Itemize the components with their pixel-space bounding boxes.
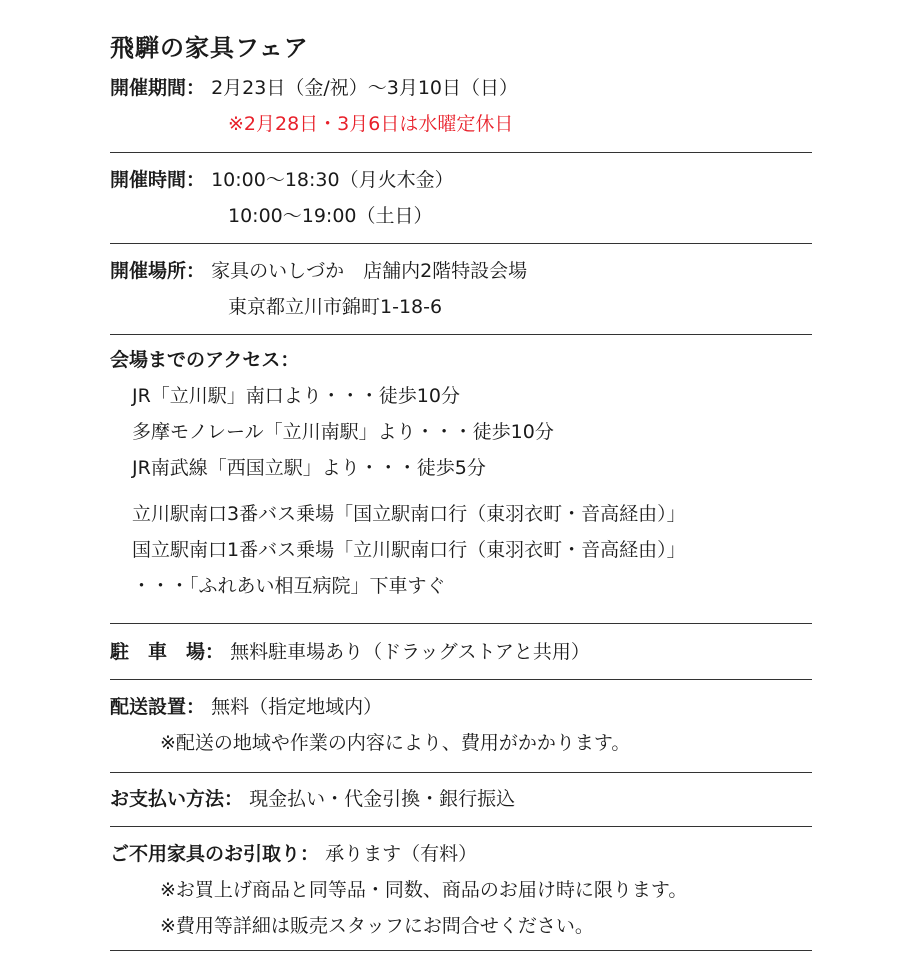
- payment-value: 現金払い・代金引換・銀行振込: [249, 788, 516, 810]
- hours-line2: 10:00～19:00（土日）: [228, 205, 433, 227]
- section-period: [110, 70, 810, 142]
- pickup-note: ※費用等詳細は販売スタッフにお問合せください。: [160, 915, 594, 937]
- access-bus-item: ・・・「ふれあい相互病院」下車すぐ: [132, 575, 446, 597]
- access-bus-item: 立川駅南口3番バス乗場「国立駅南口行（東羽衣町・音高経由）」: [132, 503, 686, 525]
- section-parking: [110, 634, 810, 670]
- section-pickup: [110, 836, 810, 944]
- access-label: 会場までのアクセス：: [110, 349, 300, 371]
- divider: [110, 826, 812, 827]
- pickup-label: ご不用家具のお引取り：: [110, 843, 320, 865]
- page-title: 飛騨の家具フェア: [110, 34, 309, 62]
- pickup-value: 承ります（有料）: [325, 843, 478, 865]
- delivery-note: ※配送の地域や作業の内容により、費用がかかります。: [160, 732, 631, 754]
- venue-address: 東京都立川市錦町1-18-6: [228, 296, 443, 318]
- section-delivery: [110, 689, 810, 761]
- parking-value: 無料駐車場あり（ドラッグストアと共用）: [230, 641, 590, 663]
- section-payment: [110, 781, 810, 817]
- access-train-item: 多摩モノレール「立川南駅」より・・・徒歩10分: [132, 421, 554, 443]
- hours-line1: 10:00～18:30（月火木金）: [211, 169, 454, 191]
- period-value: 2月23日（金/祝）～3月10日（日）: [211, 77, 518, 99]
- access-bus-item: 国立駅南口1番バス乗場「立川駅南口行（東羽衣町・音高経由）」: [132, 539, 686, 561]
- parking-label: 駐 車 場：: [110, 641, 225, 663]
- period-note: ※2月28日・3月6日は水曜定休日: [228, 113, 514, 135]
- section-access: [110, 342, 810, 604]
- divider: [110, 243, 812, 244]
- delivery-label: 配送設置：: [110, 696, 206, 718]
- hours-label: 開催時間：: [110, 169, 206, 191]
- access-train-item: JR南武線「西国立駅」より・・・徒歩5分: [132, 457, 486, 479]
- divider: [110, 772, 812, 773]
- divider: [110, 623, 812, 624]
- divider: [110, 334, 812, 335]
- venue-line1: 家具のいしづか 店舗内2階特設会場: [211, 260, 528, 282]
- payment-label: お支払い方法：: [110, 788, 244, 810]
- period-label: 開催期間：: [110, 77, 206, 99]
- section-hours: [110, 162, 810, 234]
- venue-label: 開催場所：: [110, 260, 206, 282]
- access-train-item: JR「立川駅」南口より・・・徒歩10分: [132, 385, 460, 407]
- divider: [110, 950, 812, 951]
- divider: [110, 679, 812, 680]
- pickup-note: ※お買上げ商品と同等品・同数、商品のお届け時に限ります。: [160, 879, 688, 901]
- delivery-value: 無料（指定地域内）: [211, 696, 383, 718]
- section-venue: [110, 253, 810, 325]
- divider: [110, 152, 812, 153]
